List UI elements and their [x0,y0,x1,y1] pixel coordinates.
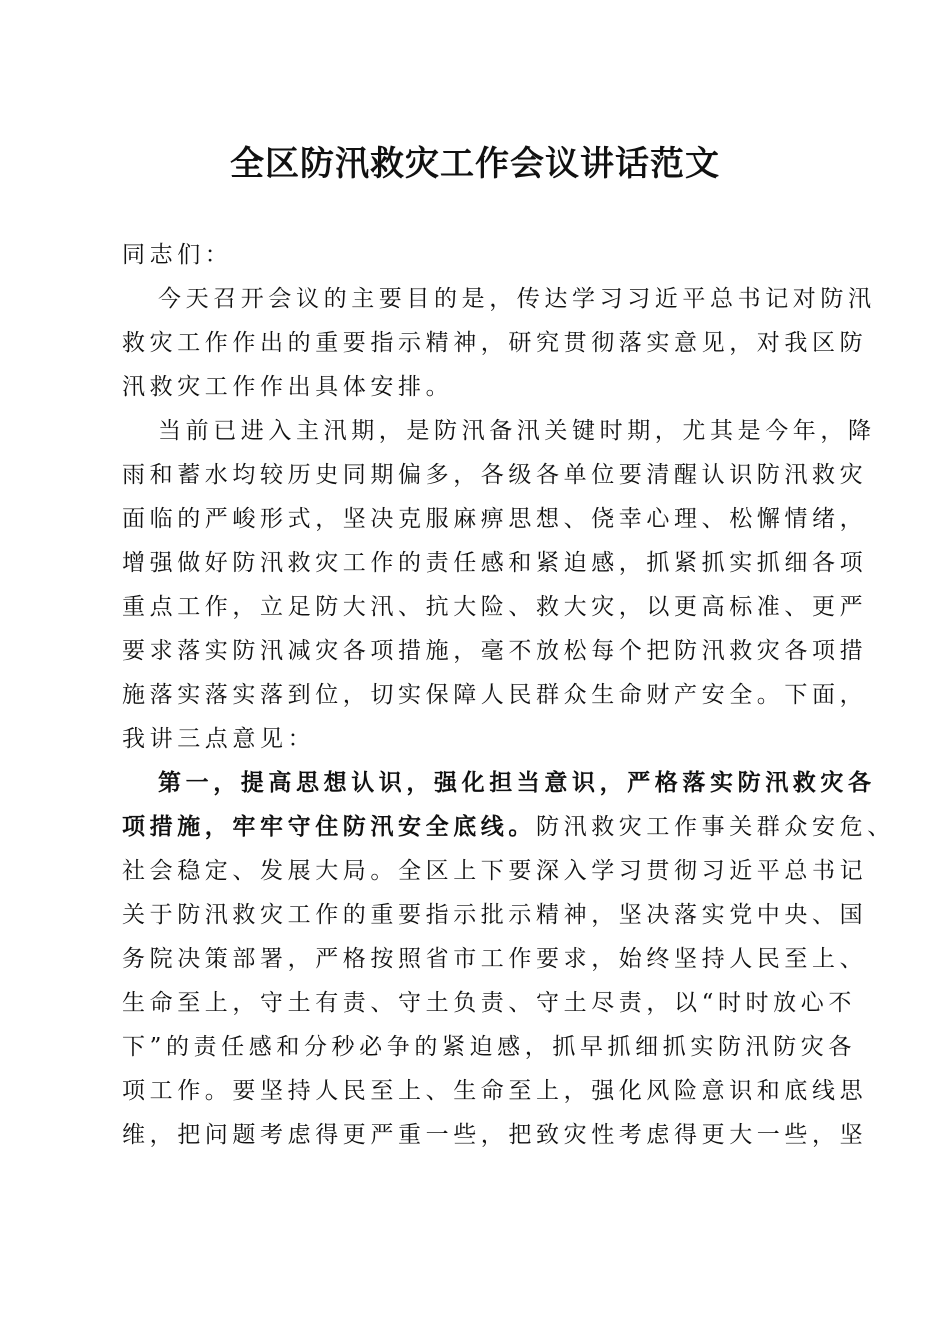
text-segment: 务院决策部署，严格按照省市工作要求，始终坚持人民至上、 [122,946,868,972]
text-line [122,805,895,849]
text-segment: 关于防汛救灾工作的重要指示批示精神，坚决落实党中央、国 [122,902,868,928]
text-line [122,761,876,805]
text-segment: 下”的责任感和分秒必争的紧迫感，抓早抓细抓实防汛防灾各 [122,1034,856,1060]
text-line [122,541,868,585]
text-line [122,1113,868,1157]
text-line [122,233,862,277]
text-segment: 救灾工作作出的重要指示精神，研究贯彻落实意见，对我区防 [122,330,868,356]
text-segment: 项工作。要坚持人民至上、生命至上，强化风险意识和底线思 [122,1078,868,1104]
text-line [122,409,876,453]
text-line [122,585,868,629]
text-line [122,321,868,365]
text-segment: 防汛救灾工作事关群众安危、 [536,814,895,840]
text-line [122,849,868,893]
text-segment: 增强做好防汛救灾工作的责任感和紧迫感，抓紧抓实抓细各项 [122,550,868,576]
text-line [122,277,876,321]
text-segment: 维，把问题考虑得更严重一些，把致灾性考虑得更大一些，坚 [122,1122,868,1148]
text-line [122,1069,868,1113]
bold-text-segment: 第一，提高思想认识，强化担当意识，严格落实防汛救灾各 [158,769,876,796]
text-line [122,937,868,981]
text-line [122,673,868,717]
text-segment: 当前已进入主汛期，是防汛备汛关键时期，尤其是今年，降 [158,418,876,444]
text-segment: 雨和蓄水均较历史同期偏多，各级各单位要清醒认识防汛救灾 [122,462,868,488]
text-segment: 重点工作，立足防大汛、抗大险、救大灾，以更高标准、更严 [122,594,868,620]
document-body [122,233,895,1157]
text-segment: 同志们： [122,242,233,268]
text-line [122,981,862,1025]
text-line [122,893,868,937]
text-segment: 我讲三点意见： [122,726,316,752]
text-segment: 面临的严峻形式，坚决克服麻痹思想、侥幸心理、松懈情绪， [122,506,868,532]
text-segment: 施落实落实落到位，切实保障人民群众生命财产安全。下面， [122,682,868,708]
text-line [122,629,868,673]
text-segment: 要求落实防汛减灾各项措施，毫不放松每个把防汛救灾各项措 [122,638,868,664]
text-line [122,453,868,497]
text-segment: 社会稳定、发展大局。全区上下要深入学习贯彻习近平总书记 [122,858,868,884]
text-segment: 今天召开会议的主要目的是，传达学习习近平总书记对防汛 [158,286,876,312]
text-line [122,497,868,541]
text-segment: 汛救灾工作作出具体安排。 [122,374,454,400]
text-line [122,1025,862,1069]
text-line [122,717,862,761]
text-segment: 生命至上，守土有责、守土负责、守土尽责，以“时时放心不 [122,990,856,1016]
bold-text-segment: 项措施，牢牢守住防汛安全底线。 [122,813,536,840]
text-line [122,365,862,409]
document-title: 全区防汛救灾工作会议讲话范文 [230,144,720,184]
